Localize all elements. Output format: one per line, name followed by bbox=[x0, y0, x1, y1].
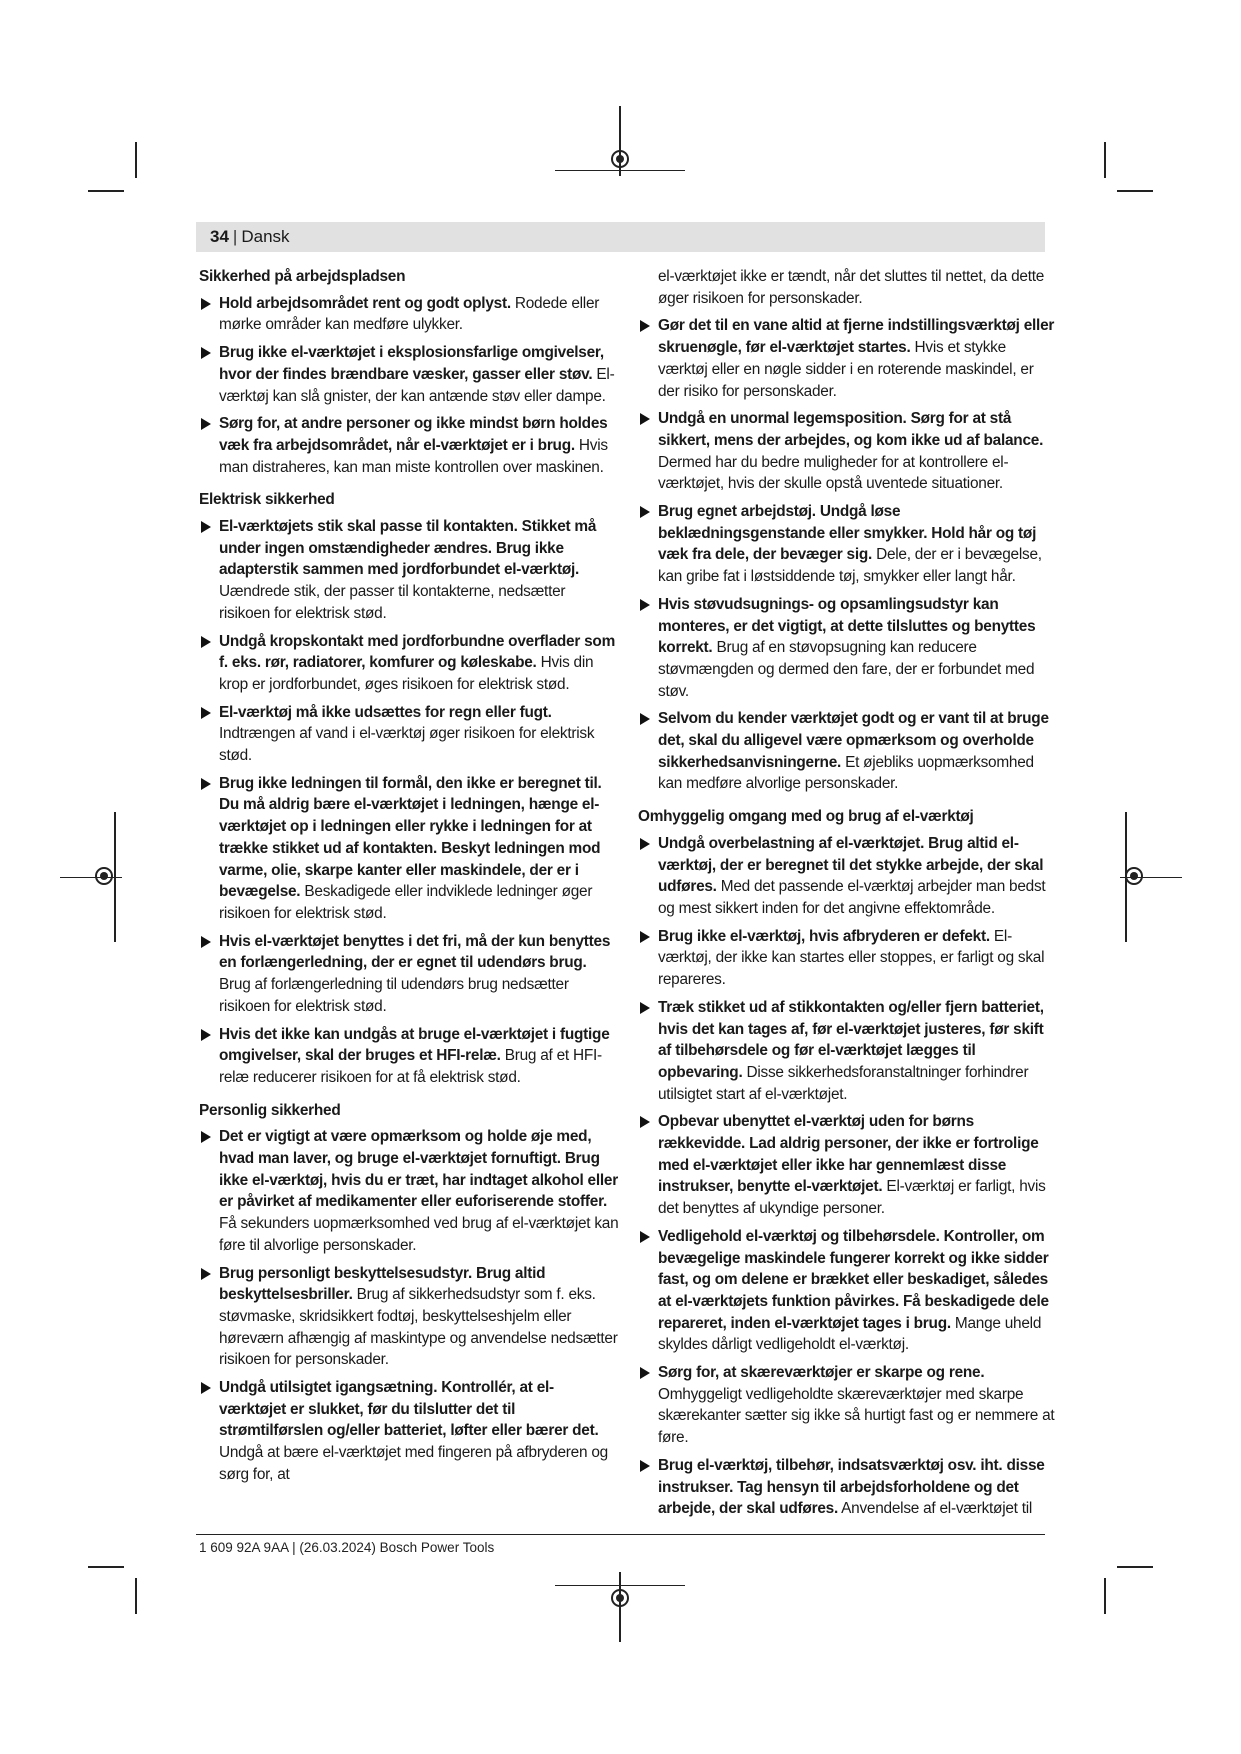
item-explanation: Disse sikkerhedsforanstaltninger forhindrer utilsigtet start af el-værktøjet. bbox=[658, 1063, 1029, 1103]
continuation-text: el-værktøjet ikke er tændt, når det sluttes til nettet, da dette øger risikoen for personskader. bbox=[658, 268, 1045, 307]
item-explanation: Hvis man distraheres, kan man miste kontrollen over maskinen. bbox=[219, 436, 608, 476]
safety-list bbox=[199, 1126, 619, 1485]
safety-list bbox=[199, 516, 619, 1089]
item-instruction: Brug ikke el-værktøj, hvis afbryderen er defekt. bbox=[658, 927, 990, 945]
item-instruction: Sørg for, at andre personer og ikke mindst børn holdes væk fra arbejdsområdet, når el-værktøjet er i brug. bbox=[219, 415, 608, 454]
list-item bbox=[638, 708, 1058, 795]
item-explanation: Brug af en støvopsugning kan reducere støvmængden og dermed den fare, der er forbundet med støv. bbox=[658, 639, 1035, 700]
bullet-arrow-icon bbox=[640, 1116, 650, 1128]
item-instruction: Hold arbejdsområdet rent og godt oplyst. bbox=[219, 294, 511, 312]
list-item bbox=[199, 1126, 619, 1256]
item-explanation: Brug af et HFI-relæ reducerer risikoen for at få elektrisk stød. bbox=[219, 1047, 602, 1086]
right-column bbox=[638, 266, 1058, 1526]
crop-mark bbox=[135, 1578, 137, 1614]
item-instruction: Brug el-værktøj, tilbehør, indsatsværktøj osv. iht. disse instrukser. Tag hensyn til arbejdsforholdene og det arbejde, der skal udføres. bbox=[658, 1456, 1045, 1518]
bullet-arrow-icon bbox=[640, 506, 650, 518]
crop-mark bbox=[1117, 1566, 1153, 1568]
left-column bbox=[199, 266, 619, 1492]
safety-list bbox=[638, 833, 1058, 1520]
item-explanation: El-værktøj, der ikke kan startes eller stoppes, er farligt og skal repareres. bbox=[658, 927, 1045, 989]
registration-target-icon bbox=[95, 867, 113, 885]
list-item bbox=[199, 1024, 619, 1089]
item-explanation: Beskadigede eller indviklede ledninger øger risikoen for elektrisk stød. bbox=[219, 883, 593, 922]
list-item bbox=[199, 413, 619, 478]
list-item bbox=[638, 997, 1058, 1106]
bullet-arrow-icon bbox=[201, 418, 211, 430]
item-explanation: Uændrede stik, der passer til kontakterne, nedsætter risikoen for elektrisk stød. bbox=[219, 583, 566, 622]
crop-mark bbox=[1117, 190, 1153, 192]
list-item bbox=[638, 408, 1058, 495]
registration-line bbox=[555, 170, 685, 171]
bullet-arrow-icon bbox=[201, 521, 211, 533]
item-explanation: Rodede eller mørke områder kan medføre ulykker. bbox=[219, 294, 600, 334]
item-explanation: El-værktøj er farligt, hvis det benyttes af ukyndige personer. bbox=[658, 1178, 1046, 1218]
bullet-arrow-icon bbox=[640, 931, 650, 943]
item-instruction: El-værktøjets stik skal passe til kontakten. Stikket må under ingen omstændigheder ændres. Brug ikke adapterstik sammen med jordforbundet el-værktøj. bbox=[219, 518, 597, 579]
page-number: 34 bbox=[210, 227, 229, 246]
list-item bbox=[638, 501, 1058, 588]
crop-mark bbox=[88, 190, 124, 192]
item-instruction: Brug personligt beskyttelsesudstyr. Brug altid beskyttelsesbriller. bbox=[219, 1264, 546, 1304]
header-separator: | bbox=[232, 227, 238, 246]
list-item bbox=[638, 1455, 1058, 1520]
page-footer: 1 609 92A 9AA | (26.03.2024) Bosch Power Tools bbox=[199, 1540, 495, 1555]
section-heading: Omhyggelig omgang med og brug af el-værktøj bbox=[638, 808, 974, 826]
item-explanation: Hvis din krop er jordforbundet, øges risikoen for elektrisk stød. bbox=[219, 654, 594, 693]
page-header bbox=[196, 222, 1045, 252]
item-instruction: Opbevar ubenyttet el-værktøj uden for børns rækkevidde. Lad aldrig personer, der ikke er fortrolige med el-værktøjet eller ikke har gennemlæst disse instrukser, benytte el-værktøjet. bbox=[658, 1113, 1039, 1196]
registration-line bbox=[619, 1572, 621, 1642]
item-explanation: Hvis et stykke værktøj eller en nøgle sidder i en roterende maskindel, er der risiko for personskader. bbox=[658, 339, 1034, 400]
item-instruction: Brug ikke ledningen til formål, den ikke er beregnet til. Du må aldrig bære el-værktøjet i ledningen, hænge el-værktøjet op i ledningen eller rykke i ledningen for at trække stikket ud af kontakten. Beskyt ledningen mod varme, olie, skarpe kanter eller maskindele, der er i bevægelse. bbox=[219, 774, 602, 901]
item-explanation: Brug af forlængerledning til udendørs brug nedsætter risikoen for elektrisk stød. bbox=[219, 976, 569, 1015]
list-item bbox=[638, 315, 1058, 402]
list-item bbox=[199, 931, 619, 1018]
list-item bbox=[199, 293, 619, 336]
bullet-arrow-icon bbox=[201, 1131, 211, 1143]
list-item bbox=[199, 773, 619, 925]
list-item bbox=[638, 926, 1058, 991]
list-item bbox=[199, 342, 619, 407]
bullet-arrow-icon bbox=[201, 1029, 211, 1041]
item-instruction: Brug ikke el-værktøjet i eksplosionsfarlige omgivelser, hvor der findes brændbare væsker, gasser eller støv. bbox=[219, 344, 604, 383]
item-instruction: Hvis støvudsugnings- og opsamlingsudstyr kan monteres, er det vigtigt, at dette tilsluttes og benyttes korrekt. bbox=[658, 595, 1036, 657]
registration-line bbox=[555, 1585, 685, 1586]
item-explanation: Brug af sikkerhedsudstyr som f. eks. støvmaske, skridsikkert fodtøj, beskyttelseshjelm eller høreværn afhængig af maskintype og anvendelse nedsætter risikoen for personskader. bbox=[219, 1286, 618, 1369]
section-heading: Personlig sikkerhed bbox=[199, 1101, 341, 1119]
bullet-arrow-icon bbox=[201, 636, 211, 648]
item-instruction: Det er vigtigt at være opmærksom og holde øje med, hvad man laver, og bruge el-værktøjet fornuftigt. Brug ikke el-værktøj, hvis du er træt, har indtaget alkohol eller er påvirket af medikamenter eller euforiserende stoffer. bbox=[219, 1128, 618, 1211]
item-explanation: Mange uheld skyldes dårligt vedligeholdt el-værktøj. bbox=[658, 1314, 1042, 1354]
list-item bbox=[199, 516, 619, 625]
list-item bbox=[638, 1362, 1058, 1449]
safety-list bbox=[199, 293, 619, 479]
bullet-arrow-icon bbox=[201, 347, 211, 359]
item-explanation: Undgå at bære el-værktøjet med fingeren på afbryderen og sørg for, at bbox=[219, 1444, 608, 1483]
bullet-arrow-icon bbox=[201, 298, 211, 310]
section-heading: Sikkerhed på arbejdspladsen bbox=[199, 268, 406, 285]
bullet-arrow-icon bbox=[201, 1382, 211, 1394]
item-instruction: Undgå overbelastning af el-værktøjet. Brug altid el-værktøj, der er beregnet til det stykke arbejde, der skal udføres. bbox=[658, 834, 1044, 896]
item-explanation: El-værktøj kan slå gnister, der kan antænde støv eller dampe. bbox=[219, 365, 615, 405]
item-instruction: Træk stikket ud af stikkontakten og/eller fjern batteriet, hvis det kan tages af, før el-værktøjet justeres, før skift af tilbehørsdele og før el-værktøjet lægges til opbevaring. bbox=[658, 998, 1044, 1081]
safety-list bbox=[638, 315, 1058, 795]
bullet-arrow-icon bbox=[640, 1231, 650, 1243]
bullet-arrow-icon bbox=[201, 1268, 211, 1280]
registration-target-icon bbox=[611, 150, 629, 168]
bullet-arrow-icon bbox=[201, 778, 211, 790]
item-explanation: Et øjebliks uopmærksomhed kan medføre alvorlige personskader. bbox=[658, 753, 1034, 793]
bullet-arrow-icon bbox=[201, 707, 211, 719]
item-instruction: Hvis det ikke kan undgås at bruge el-værktøjet i fugtige omgivelser, skal der bruges et HFI-relæ. bbox=[219, 1025, 610, 1065]
list-item bbox=[638, 833, 1058, 920]
crop-mark bbox=[88, 1566, 124, 1568]
crop-mark bbox=[1104, 1578, 1106, 1614]
item-explanation: Anvendelse af el-værktøjet til bbox=[837, 1500, 1033, 1518]
item-explanation: Få sekunders uopmærksomhed ved brug af el-værktøjet kan føre til alvorlige personskader. bbox=[219, 1215, 619, 1254]
crop-mark bbox=[135, 142, 137, 178]
bullet-arrow-icon bbox=[201, 936, 211, 948]
list-item bbox=[638, 1226, 1058, 1356]
item-instruction: Selvom du kender værktøjet godt og er vant til at bruge det, skal du alligevel være opmærksom og overholde sikkerhedsanvisningerne. bbox=[658, 710, 1049, 771]
item-explanation: Indtrængen af vand i el-værktøj øger risikoen for elektrisk stød. bbox=[219, 725, 595, 765]
list-item bbox=[199, 1263, 619, 1372]
item-explanation: Omhyggeligt vedligeholdte skæreværktøjer med skarpe skærekanter sætter sig ikke så hurtigt fast og er nemmere at føre. bbox=[658, 1385, 1055, 1447]
section-heading: Elektrisk sikkerhed bbox=[199, 491, 335, 509]
registration-target-icon bbox=[1125, 867, 1143, 885]
item-instruction: Brug egnet arbejdstøj. Undgå løse beklædningsgenstande eller smykker. Hold hår og tøj væk fra dele, der bevæger sig. bbox=[658, 503, 1037, 564]
bullet-arrow-icon bbox=[640, 838, 650, 850]
registration-target-icon bbox=[611, 1589, 629, 1607]
item-instruction: Undgå kropskontakt med jordforbundne overflader som f. eks. rør, radiatorer, komfurer og køleskabe. bbox=[219, 632, 616, 672]
list-item bbox=[638, 1111, 1058, 1220]
bullet-arrow-icon bbox=[640, 713, 650, 725]
list-item bbox=[199, 1377, 619, 1486]
bullet-arrow-icon bbox=[640, 413, 650, 425]
bullet-arrow-icon bbox=[640, 320, 650, 332]
list-item bbox=[199, 631, 619, 696]
footer-rule bbox=[196, 1534, 1045, 1535]
item-explanation: Med det passende el-værktøj arbejder man bedst og mest sikkert inden for det angivne effektområde. bbox=[658, 878, 1046, 917]
item-instruction: Vedligehold el-værktøj og tilbehørsdele. Kontroller, om bevægelige maskindele fungerer korrekt og ikke sidder fast, og om delene er brækket eller beskadiget, således at el-værktøjets funktion påvirkes. Få beskadigede dele repareret, inden el-værktøjet tages i brug. bbox=[658, 1227, 1049, 1332]
bullet-arrow-icon bbox=[640, 1002, 650, 1014]
item-instruction: Hvis el-værktøjet benyttes i det fri, må der kun benyttes en forlængerledning, der er egnet til udendørs brug. bbox=[219, 932, 611, 972]
header-language: Dansk bbox=[241, 227, 290, 246]
item-instruction: Undgå en unormal legemsposition. Sørg for at stå sikkert, mens der arbejdes, og kom ikke ud af balance. bbox=[658, 410, 1044, 449]
item-explanation: Dele, der er i bevægelse, kan gribe fat i løstsiddende tøj, smykker eller langt hår. bbox=[658, 546, 1042, 586]
item-explanation: Dermed har du bedre muligheder for at kontrollere el-værktøjet, hvis der skulle opstå uventede situationer. bbox=[658, 453, 1009, 493]
item-instruction: Gør det til en vane altid at fjerne indstillingsværktøj eller skruenøgle, før el-værktøjet startes. bbox=[658, 317, 1055, 357]
bullet-arrow-icon bbox=[640, 599, 650, 611]
list-item bbox=[638, 594, 1058, 703]
item-instruction: Undgå utilsigtet igangsætning. Kontrollér, at el-værktøjet er slukket, før du tilslutter det til strømtilførslen og/eller batteriet, løfter eller bærer det. bbox=[219, 1379, 599, 1440]
list-item bbox=[199, 702, 619, 767]
bullet-arrow-icon bbox=[640, 1460, 650, 1472]
item-instruction: El-værktøj må ikke udsættes for regn eller fugt. bbox=[219, 703, 552, 721]
item-instruction: Sørg for, at skæreværktøjer er skarpe og rene. bbox=[658, 1364, 985, 1382]
crop-mark bbox=[1104, 142, 1106, 178]
bullet-arrow-icon bbox=[640, 1367, 650, 1379]
